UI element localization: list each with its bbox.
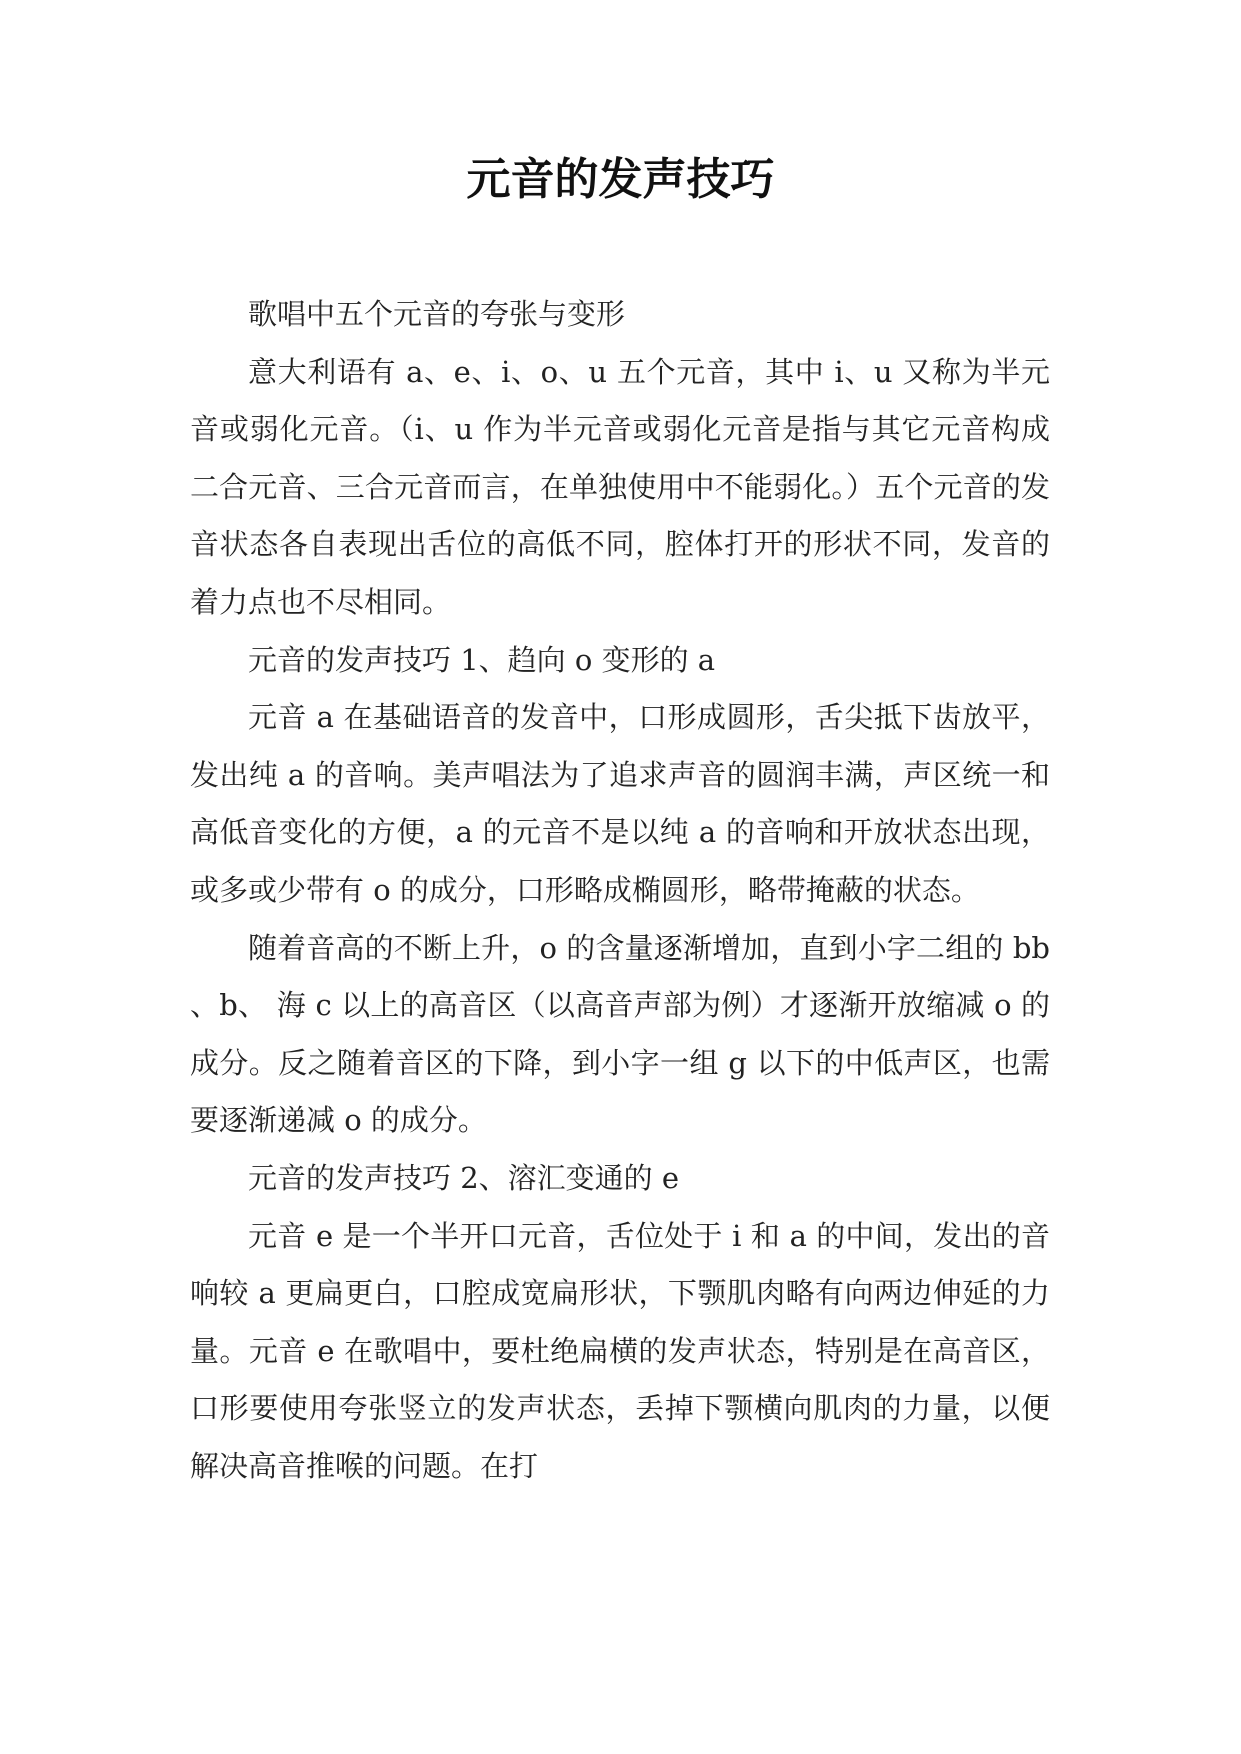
document-title: 元音的发声技巧	[466, 154, 775, 205]
paragraph-vowel-a: 元音 a 在基础语音的发音中，口形成圆形，舌尖抵下齿放平，发出纯 a 的音响。美声唱法为了追求声音的圆润丰满，声区统一和高低音变化的方便，a 的元音不是以纯 a 的音响和开放状态出现，或多或少带有 o 的成分，口形略成椭圆形，略带掩蔽的状态。	[190, 700, 1050, 907]
paragraph-subtitle: 歌唱中五个元音的夸张与变形	[248, 297, 626, 331]
paragraph-vowel-a-range: 随着音高的不断上升，o 的含量逐渐增加，直到小字二组的 bb 、b、 海 c 以上的高音区（以高音声部为例）才逐渐开放缩减 o 的成分。反之随着音区的下降，到小字一组 g 以下的中低声区，也需要逐渐递减 o 的成分。	[190, 930, 1050, 1138]
paragraph-intro: 意大利语有 a、e、i、o、u 五个元音，其中 i、u 又称为半元音或弱化元音。（i、u 作为半元音或弱化元音是指与其它元音构成二合元音、三合元音而言，在单独使用中不能弱化。）五个元音的发音状态各自表现出舌位的高低不同，腔体打开的形状不同，发音的着力点也不尽相同。	[190, 354, 1050, 619]
document-body	[190, 286, 1050, 1495]
section-heading-e: 元音的发声技巧 2、溶汇变通的 e	[248, 1160, 680, 1195]
paragraph-vowel-e: 元音 e 是一个半开口元音，舌位处于 i 和 a 的中间，发出的音响较 a 更扁更白，口腔成宽扁形状，下颚肌肉略有向两边伸延的力量。元音 e 在歌唱中，要杜绝扁横的发声状态，特别是在高音区，口形要使用夸张竖立的发声状态，丢掉下颚横向肌肉的力量，以便解决高音推喉的问题。在打	[190, 1218, 1050, 1483]
section-heading-a: 元音的发声技巧 1、趋向 o 变形的 a	[248, 642, 716, 677]
